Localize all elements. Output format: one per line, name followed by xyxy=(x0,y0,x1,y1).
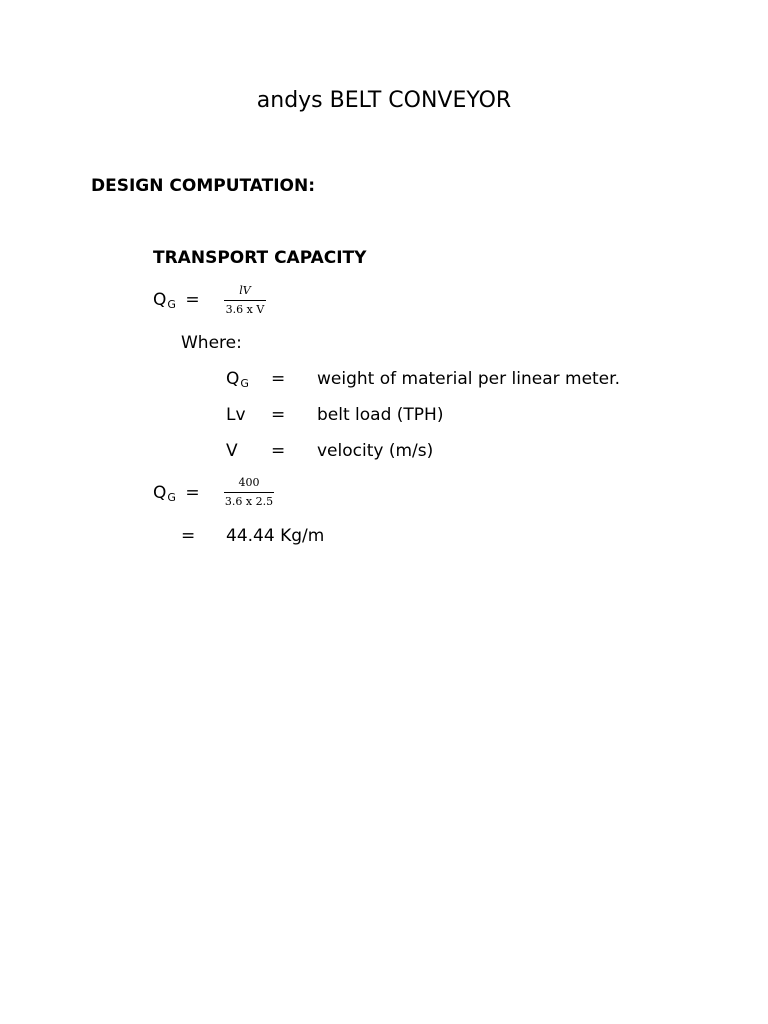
formula2-fraction xyxy=(224,476,274,509)
definition-description: velocity (m/s) xyxy=(317,441,434,461)
formula1-lhs xyxy=(153,290,200,310)
formula1-numerator: lV xyxy=(239,284,251,297)
subsection-heading: TRANSPORT CAPACITY xyxy=(153,248,367,268)
section-heading: DESIGN COMPUTATION: xyxy=(91,176,316,196)
formula2-lhs xyxy=(153,483,200,503)
formula2-equals: = xyxy=(185,483,200,503)
result-value: 44.44 Kg/m xyxy=(226,526,325,546)
definition-equals: = xyxy=(271,441,286,461)
result-equals: = xyxy=(181,526,196,546)
formula2-subscript: G xyxy=(167,491,176,504)
formula1-denominator: 3.6 x V xyxy=(225,303,265,316)
document-title: andys BELT CONVEYOR xyxy=(256,88,512,113)
fraction-bar xyxy=(224,492,274,493)
definition-symbol: V xyxy=(226,441,238,461)
formula1-subscript: G xyxy=(167,298,176,311)
formula2-symbol: Q xyxy=(153,483,167,503)
definition-description: weight of material per linear meter. xyxy=(317,369,620,389)
fraction-bar xyxy=(224,300,266,301)
definition-symbol: Lv xyxy=(226,405,246,425)
formula2-numerator: 400 xyxy=(238,476,260,489)
definition-symbol: QG xyxy=(226,369,249,390)
formula2-denominator: 3.6 x 2.5 xyxy=(224,495,274,508)
definition-description: belt load (TPH) xyxy=(317,405,444,425)
where-label: Where: xyxy=(181,333,242,353)
definition-equals: = xyxy=(271,369,286,389)
formula1-fraction xyxy=(224,284,266,317)
formula1-symbol: Q xyxy=(153,290,167,310)
formula1-equals: = xyxy=(185,290,200,310)
definition-equals: = xyxy=(271,405,286,425)
